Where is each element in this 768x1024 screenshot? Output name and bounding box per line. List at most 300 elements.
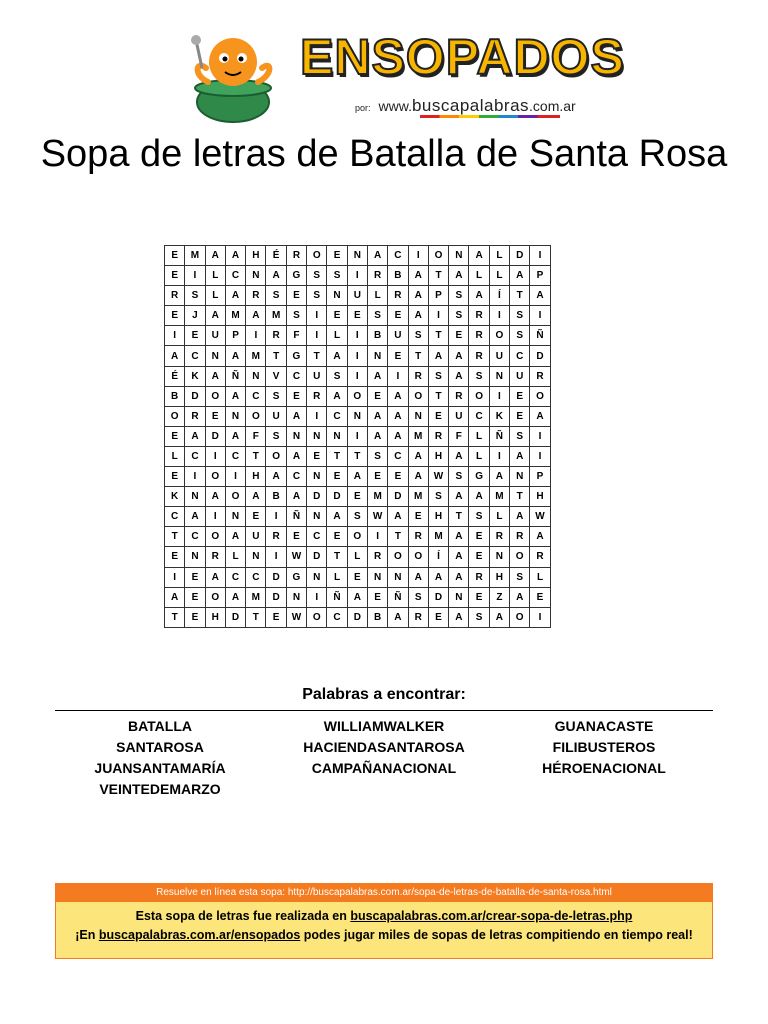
grid-cell: C xyxy=(307,527,327,547)
grid-cell: U xyxy=(489,346,509,366)
grid-cell: A xyxy=(165,587,185,607)
grid-cell: S xyxy=(327,266,347,286)
grid-cell: S xyxy=(510,306,530,326)
word-item: BATALLA xyxy=(127,718,193,734)
grid-cell: T xyxy=(327,446,347,466)
grid-cell: U xyxy=(266,406,286,426)
grid-cell: O xyxy=(408,547,428,567)
grid-cell: N xyxy=(388,567,408,587)
grid-cell: N xyxy=(327,286,347,306)
grid-cell: C xyxy=(388,246,408,266)
grid-cell: N xyxy=(510,467,530,487)
grid-cell: R xyxy=(530,547,550,567)
grid-cell: Z xyxy=(489,587,509,607)
grid-cell: D xyxy=(327,487,347,507)
site-byline xyxy=(355,96,576,116)
grid-cell: U xyxy=(510,366,530,386)
grid-cell: I xyxy=(530,607,550,627)
grid-cell: D xyxy=(266,587,286,607)
grid-cell: B xyxy=(165,386,185,406)
grid-cell: E xyxy=(347,306,367,326)
word-column-2 xyxy=(274,716,494,779)
octopus-mascot-icon xyxy=(188,30,278,125)
grid-cell: S xyxy=(266,386,286,406)
grid-cell: S xyxy=(469,607,489,627)
word-search-grid xyxy=(164,245,551,628)
grid-cell: L xyxy=(327,326,347,346)
grid-cell: I xyxy=(347,426,367,446)
grid-cell: I xyxy=(266,547,286,567)
grid-cell: E xyxy=(367,467,387,487)
grid-cell: A xyxy=(205,567,225,587)
grid-cell: T xyxy=(246,607,266,627)
grid-cell: R xyxy=(510,527,530,547)
grid-cell: E xyxy=(185,607,205,627)
grid-cell: W xyxy=(530,507,550,527)
grid-cell: O xyxy=(489,326,509,346)
grid-cell: A xyxy=(266,467,286,487)
grid-cell: L xyxy=(489,246,509,266)
grid-cell: A xyxy=(388,406,408,426)
grid-cell: A xyxy=(347,467,367,487)
grid-cell: C xyxy=(225,266,245,286)
grid-cell: U xyxy=(205,326,225,346)
grid-cell: N xyxy=(367,567,387,587)
grid-cell: O xyxy=(205,587,225,607)
grid-cell: E xyxy=(428,607,448,627)
grid-cell: E xyxy=(408,507,428,527)
grid-cell: W xyxy=(286,607,306,627)
grid-cell: O xyxy=(307,246,327,266)
word-column-3 xyxy=(494,716,714,779)
grid-cell: A xyxy=(449,607,469,627)
grid-cell: N xyxy=(367,346,387,366)
grid-cell: B xyxy=(266,487,286,507)
grid-cell: G xyxy=(286,567,306,587)
grid-cell: L xyxy=(469,266,489,286)
grid-cell: I xyxy=(205,446,225,466)
grid-cell: D xyxy=(428,587,448,607)
grid-cell: E xyxy=(327,306,347,326)
grid-cell: T xyxy=(428,266,448,286)
grid-row xyxy=(165,326,551,346)
grid-cell: N xyxy=(307,507,327,527)
grid-cell: A xyxy=(428,346,448,366)
grid-cell: A xyxy=(246,306,266,326)
grid-cell: A xyxy=(225,286,245,306)
grid-cell: R xyxy=(266,527,286,547)
grid-cell: Ñ xyxy=(388,587,408,607)
grid-cell: T xyxy=(449,507,469,527)
grid-cell: R xyxy=(428,426,448,446)
grid-row xyxy=(165,266,551,286)
grid-cell: M xyxy=(408,487,428,507)
grid-cell: E xyxy=(307,446,327,466)
grid-cell: O xyxy=(469,386,489,406)
grid-cell: A xyxy=(449,446,469,466)
grid-cell: O xyxy=(428,246,448,266)
grid-cell: A xyxy=(367,406,387,426)
grid-cell: A xyxy=(286,446,306,466)
grid-cell: Ñ xyxy=(327,587,347,607)
grid-cell: C xyxy=(185,346,205,366)
grid-cell: Ñ xyxy=(225,366,245,386)
footer-line-2 xyxy=(56,928,712,942)
online-solve-link[interactable]: Resuelve en línea esta sopa: http://buscapalabras.com.ar/sopa-de-letras-de-batalla-de-santa-rosa.html xyxy=(56,884,712,902)
grid-cell: A xyxy=(408,446,428,466)
grid-cell: A xyxy=(469,246,489,266)
grid-row xyxy=(165,487,551,507)
grid-cell: M xyxy=(225,306,245,326)
grid-cell: D xyxy=(307,487,327,507)
grid-cell: L xyxy=(327,567,347,587)
grid-cell: R xyxy=(469,306,489,326)
grid-cell: C xyxy=(510,346,530,366)
grid-cell: S xyxy=(510,426,530,446)
site-suffix: .com.ar xyxy=(529,98,576,114)
grid-cell: U xyxy=(347,286,367,306)
grid-cell: S xyxy=(307,266,327,286)
grid-cell: H xyxy=(428,446,448,466)
grid-cell: A xyxy=(530,286,550,306)
footer-line-1-prefix: Esta sopa de letras fue realizada en xyxy=(135,909,351,923)
grid-cell: E xyxy=(286,386,306,406)
grid-cell: Í xyxy=(489,286,509,306)
grid-cell: R xyxy=(530,366,550,386)
grid-cell: K xyxy=(489,406,509,426)
grid-cell: N xyxy=(489,366,509,386)
grid-cell: H xyxy=(530,487,550,507)
ensopados-link[interactable]: buscapalabras.com.ar/ensopados xyxy=(98,928,301,942)
grid-cell: A xyxy=(225,346,245,366)
grid-cell: A xyxy=(510,587,530,607)
grid-cell: A xyxy=(327,346,347,366)
grid-cell: E xyxy=(367,587,387,607)
grid-cell: O xyxy=(307,607,327,627)
grid-cell: S xyxy=(449,286,469,306)
grid-cell: A xyxy=(510,446,530,466)
grid-cell: A xyxy=(367,246,387,266)
grid-cell: S xyxy=(449,467,469,487)
grid-row xyxy=(165,446,551,466)
grid-cell: N xyxy=(347,246,367,266)
word-item: JUANSANTAMARÍA xyxy=(94,760,226,776)
grid-cell: I xyxy=(266,507,286,527)
grid-row xyxy=(165,507,551,527)
grid-cell: R xyxy=(408,607,428,627)
word-column-1 xyxy=(50,716,270,800)
grid-cell: D xyxy=(347,607,367,627)
grid-cell: E xyxy=(286,527,306,547)
grid-cell: R xyxy=(266,326,286,346)
grid-cell: I xyxy=(307,406,327,426)
grid-cell: A xyxy=(205,246,225,266)
grid-cell: A xyxy=(388,426,408,446)
grid-row xyxy=(165,547,551,567)
grid-cell: D xyxy=(205,426,225,446)
grid-cell: H xyxy=(246,467,266,487)
grid-cell: I xyxy=(489,446,509,466)
grid-cell: C xyxy=(185,446,205,466)
grid-cell: I xyxy=(530,246,550,266)
grid-cell: G xyxy=(286,266,306,286)
grid-cell: M xyxy=(246,346,266,366)
grid-cell: O xyxy=(510,607,530,627)
grid-cell: I xyxy=(347,366,367,386)
grid-cell: A xyxy=(367,366,387,386)
grid-cell: C xyxy=(469,406,489,426)
grid-cell: L xyxy=(489,507,509,527)
grid-row xyxy=(165,306,551,326)
grid-cell: C xyxy=(286,366,306,386)
grid-cell: A xyxy=(530,406,550,426)
grid-cell: A xyxy=(408,306,428,326)
grid-cell: M xyxy=(367,487,387,507)
grid-cell: E xyxy=(266,607,286,627)
grid-cell: E xyxy=(165,266,185,286)
grid-cell: U xyxy=(388,326,408,346)
grid-cell: T xyxy=(246,446,266,466)
grid-cell: A xyxy=(469,487,489,507)
grid-cell: N xyxy=(449,587,469,607)
grid-cell: A xyxy=(388,386,408,406)
footer-line-1 xyxy=(56,909,712,923)
grid-cell: E xyxy=(510,406,530,426)
grid-cell: M xyxy=(408,426,428,446)
grid-cell: A xyxy=(428,567,448,587)
word-item: VEINTEDEMARZO xyxy=(99,781,221,797)
grid-cell: O xyxy=(165,406,185,426)
grid-cell: E xyxy=(165,467,185,487)
create-puzzle-link[interactable]: buscapalabras.com.ar/crear-sopa-de-letras.php xyxy=(350,909,633,923)
grid-cell: A xyxy=(449,547,469,567)
grid-cell: M xyxy=(185,246,205,266)
grid-cell: L xyxy=(165,446,185,466)
footer-panel xyxy=(55,883,713,959)
grid-cell: R xyxy=(367,547,387,567)
grid-cell: T xyxy=(428,386,448,406)
grid-cell: R xyxy=(408,527,428,547)
grid-cell: U xyxy=(449,406,469,426)
grid-cell: I xyxy=(347,346,367,366)
grid-cell: I xyxy=(205,507,225,527)
word-item: HACIENDASANTAROSA xyxy=(303,739,465,755)
grid-cell: A xyxy=(327,386,347,406)
grid-cell: D xyxy=(225,607,245,627)
grid-cell: E xyxy=(165,426,185,446)
grid-cell: N xyxy=(225,507,245,527)
grid-cell: E xyxy=(428,406,448,426)
grid-cell: I xyxy=(307,587,327,607)
page-title: Sopa de letras de Batalla de Santa Rosa xyxy=(40,133,728,175)
grid-cell: I xyxy=(185,266,205,286)
grid-cell: R xyxy=(469,326,489,346)
grid-cell: B xyxy=(367,326,387,346)
grid-cell: E xyxy=(347,567,367,587)
grid-cell: A xyxy=(225,527,245,547)
grid-cell: S xyxy=(469,507,489,527)
grid-cell: N xyxy=(185,487,205,507)
grid-cell: S xyxy=(510,326,530,346)
grid-cell: R xyxy=(469,567,489,587)
grid-cell: S xyxy=(327,366,347,386)
grid-cell: P xyxy=(530,467,550,487)
grid-cell: S xyxy=(266,426,286,446)
grid-cell: I xyxy=(530,446,550,466)
grid-cell: C xyxy=(165,507,185,527)
grid-cell: O xyxy=(408,386,428,406)
grid-cell: S xyxy=(367,306,387,326)
grid-cell: O xyxy=(205,467,225,487)
grid-cell: F xyxy=(286,326,306,346)
grid-cell: T xyxy=(327,547,347,567)
grid-cell: I xyxy=(489,386,509,406)
grid-cell: T xyxy=(510,487,530,507)
grid-cell: N xyxy=(408,406,428,426)
grid-cell: V xyxy=(266,366,286,386)
grid-row xyxy=(165,346,551,366)
grid-cell: E xyxy=(327,527,347,547)
grid-cell: S xyxy=(469,366,489,386)
grid-cell: O xyxy=(388,547,408,567)
grid-cell: O xyxy=(530,386,550,406)
grid-cell: I xyxy=(307,306,327,326)
grid-cell: S xyxy=(428,366,448,386)
grid-cell: A xyxy=(327,507,347,527)
grid-cell: C xyxy=(327,607,347,627)
grid-cell: N xyxy=(489,547,509,567)
grid-cell: S xyxy=(307,286,327,306)
grid-cell: L xyxy=(469,426,489,446)
grid-cell: A xyxy=(205,366,225,386)
grid-cell: G xyxy=(469,467,489,487)
grid-cell: H xyxy=(246,246,266,266)
grid-cell: N xyxy=(286,426,306,446)
grid-cell: E xyxy=(165,306,185,326)
grid-cell: B xyxy=(367,607,387,627)
grid-cell: S xyxy=(428,487,448,507)
grid-cell: A xyxy=(246,487,266,507)
words-title: Palabras a encontrar: xyxy=(302,686,466,703)
grid-row xyxy=(165,246,551,266)
grid-cell: N xyxy=(246,266,266,286)
grid-row xyxy=(165,426,551,446)
grid-cell: A xyxy=(367,426,387,446)
grid-cell: I xyxy=(489,306,509,326)
grid-cell: E xyxy=(205,406,225,426)
grid-cell: A xyxy=(449,346,469,366)
grid-cell: E xyxy=(327,467,347,487)
grid-cell: D xyxy=(185,386,205,406)
grid-cell: A xyxy=(530,527,550,547)
grid-cell: O xyxy=(205,527,225,547)
grid-cell: A xyxy=(408,266,428,286)
grid-cell: R xyxy=(165,286,185,306)
grid-cell: A xyxy=(388,507,408,527)
grid-cell: R xyxy=(489,527,509,547)
word-item: FILIBUSTEROS xyxy=(552,739,656,755)
grid-cell: M xyxy=(489,487,509,507)
grid-cell: E xyxy=(347,487,367,507)
grid-cell: E xyxy=(469,587,489,607)
grid-cell: I xyxy=(165,567,185,587)
grid-cell: O xyxy=(225,487,245,507)
grid-cell: I xyxy=(408,246,428,266)
grid-cell: Ñ xyxy=(530,326,550,346)
grid-cell: L xyxy=(205,286,225,306)
grid-cell: N xyxy=(246,547,266,567)
grid-cell: H xyxy=(428,507,448,527)
grid-cell: N xyxy=(307,426,327,446)
grid-cell: S xyxy=(408,326,428,346)
grid-cell: R xyxy=(205,547,225,567)
word-item: SANTAROSA xyxy=(116,739,204,755)
grid-cell: K xyxy=(185,366,205,386)
grid-cell: N xyxy=(246,366,266,386)
grid-cell: L xyxy=(469,446,489,466)
grid-cell: W xyxy=(367,507,387,527)
site-prefix: www. xyxy=(378,98,412,114)
grid-cell: K xyxy=(165,487,185,507)
grid-cell: A xyxy=(185,426,205,446)
grid-row xyxy=(165,467,551,487)
grid-cell: I xyxy=(185,467,205,487)
grid-cell: O xyxy=(347,527,367,547)
grid-cell: S xyxy=(286,306,306,326)
grid-cell: R xyxy=(286,246,306,266)
grid-cell: A xyxy=(489,467,509,487)
grid-cell: Ñ xyxy=(489,426,509,446)
grid-cell: E xyxy=(388,346,408,366)
grid-cell: N xyxy=(185,547,205,567)
grid-cell: S xyxy=(347,507,367,527)
divider xyxy=(55,710,713,711)
grid-cell: É xyxy=(165,366,185,386)
grid-cell: U xyxy=(246,527,266,547)
grid-cell: N xyxy=(286,587,306,607)
grid-cell: W xyxy=(428,467,448,487)
grid-cell: A xyxy=(165,346,185,366)
grid-cell: L xyxy=(225,547,245,567)
grid-cell: É xyxy=(266,246,286,266)
word-item: WILLIAMWALKER xyxy=(323,718,445,734)
grid-cell: P xyxy=(225,326,245,346)
grid-cell: I xyxy=(165,326,185,346)
grid-cell: F xyxy=(449,426,469,446)
grid-cell: F xyxy=(246,426,266,446)
grid-cell: I xyxy=(347,326,367,346)
grid-cell: I xyxy=(530,426,550,446)
grid-cell: E xyxy=(185,326,205,346)
grid-cell: E xyxy=(165,547,185,567)
grid-cell: L xyxy=(367,286,387,306)
by-label: por: xyxy=(355,103,371,113)
grid-cell: A xyxy=(225,587,245,607)
grid-cell: T xyxy=(165,607,185,627)
grid-cell: A xyxy=(510,266,530,286)
grid-row xyxy=(165,286,551,306)
grid-cell: A xyxy=(225,246,245,266)
grid-cell: R xyxy=(449,386,469,406)
grid-cell: T xyxy=(165,527,185,547)
grid-cell: R xyxy=(469,346,489,366)
grid-cell: E xyxy=(388,306,408,326)
grid-cell: I xyxy=(530,306,550,326)
ensopados-logo: ENSOPADOS xyxy=(300,29,625,85)
grid-cell: E xyxy=(327,246,347,266)
grid-cell: A xyxy=(408,286,428,306)
grid-cell: A xyxy=(225,386,245,406)
